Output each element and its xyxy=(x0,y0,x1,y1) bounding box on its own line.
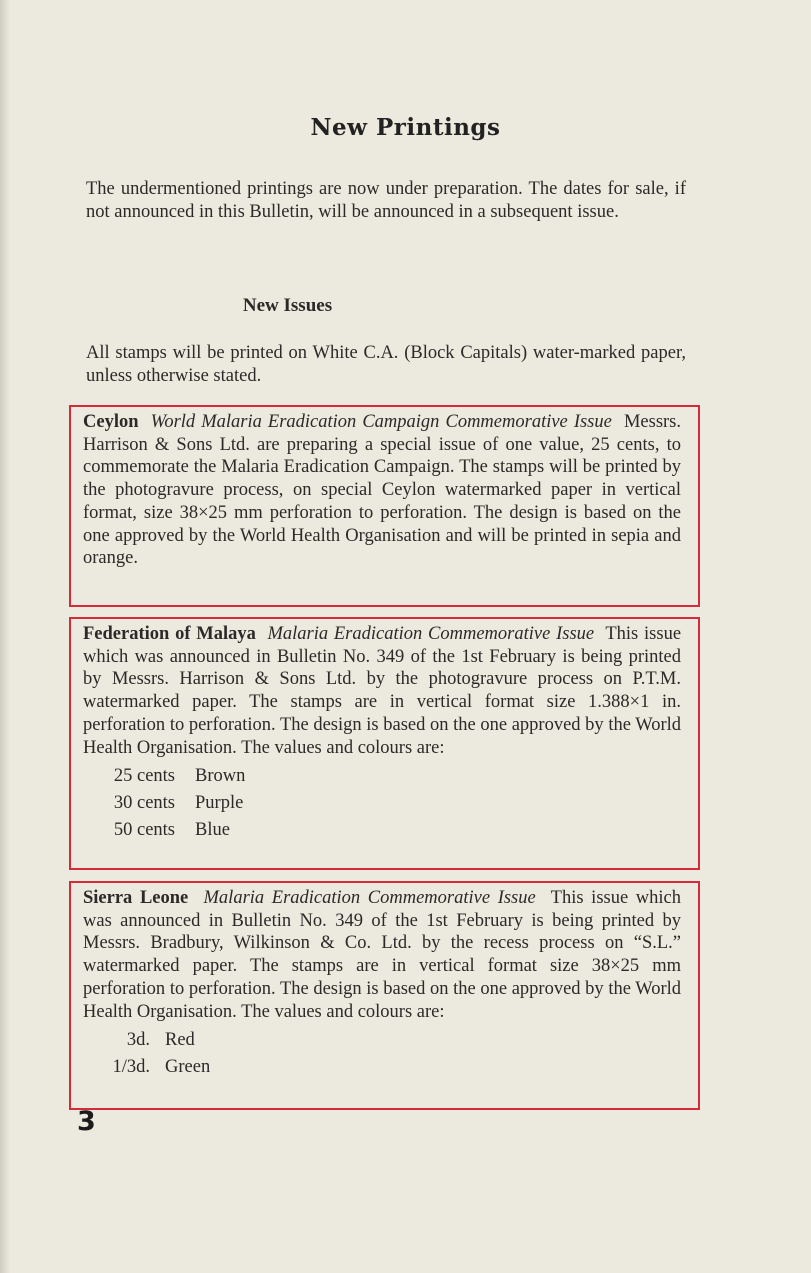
page-number: 3 xyxy=(77,1106,96,1137)
values-table xyxy=(83,1027,681,1081)
value-colour: Brown xyxy=(195,766,246,787)
entry-description: Messrs. Harrison & Sons Ltd. are preparing a special issue of one value, 25 cents, to commemorate the Malaria Eradication Campaign. The stamps will be printed by the photogravure process, on special Ceylon watermarked paper in vertical format, size 38×25 mm perforation to perforation. The design is based on the one approved by the World Health Organisation and will be printed in sepia and orange. xyxy=(83,412,681,569)
entry-text xyxy=(83,623,681,759)
value-row xyxy=(83,1027,681,1054)
entry-country: Ceylon xyxy=(83,412,139,432)
value-colour: Purple xyxy=(195,793,244,814)
intro-paragraph: The undermentioned printings are now under preparation. The dates for sale, if not announced in this Bulletin, will be announced in a subsequent issue. xyxy=(86,179,686,222)
value-denomination: 25 cents xyxy=(113,766,175,787)
entry-country: Federation of Malaya xyxy=(83,624,256,644)
entry-issue-title: Malaria Eradication Commemorative Issue xyxy=(267,624,595,644)
section-heading: New Issues xyxy=(242,295,333,316)
value-denomination: 30 cents xyxy=(113,793,175,814)
value-denomination: 3d. xyxy=(126,1030,150,1051)
entry-sierra-leone xyxy=(69,881,700,1110)
entry-description: This issue which was announced in Bulletin No. 349 of the 1st February is being printed by Messrs. Harrison & Sons Ltd. by the photogravure process on P.T.M. watermarked paper. The stamps are in vertical format size 1.388×1 in. perforation to perforation. The design is based on the one approved by the World Health Organisation. The values and colours are: xyxy=(83,624,682,758)
page-title: New Printings xyxy=(310,114,501,141)
value-row xyxy=(83,817,681,844)
value-row xyxy=(83,763,681,790)
entry-ceylon xyxy=(69,405,700,607)
value-denomination: 50 cents xyxy=(113,820,175,841)
values-table xyxy=(83,763,681,844)
entry-text xyxy=(83,887,681,1023)
value-denomination: 1/3d. xyxy=(112,1057,150,1078)
value-row xyxy=(83,790,681,817)
watermark-note: All stamps will be printed on White C.A. (Block Capitals) water-marked paper, unless otherwise stated. xyxy=(86,343,686,386)
value-colour: Red xyxy=(165,1030,195,1051)
value-colour: Green xyxy=(165,1057,211,1078)
entry-text xyxy=(83,411,681,570)
value-colour: Blue xyxy=(195,820,230,841)
entry-description: This issue which was announced in Bulletin No. 349 of the 1st February is being printed by Messrs. Bradbury, Wilkinson & Co. Ltd. by the recess process on “S.L.” watermarked paper. The stamps are in vertical format size 38×25 mm perforation to perforation. The design is based on the one approved by the World Health Organisation. The values and colours are: xyxy=(83,888,682,1022)
value-row xyxy=(83,1054,681,1081)
page-edge xyxy=(0,0,10,1273)
entry-federation-of-malaya xyxy=(69,617,700,870)
entry-issue-title: World Malaria Eradication Campaign Commemorative Issue xyxy=(150,412,612,432)
entry-issue-title: Malaria Eradication Commemorative Issue xyxy=(203,888,536,908)
entry-country: Sierra Leone xyxy=(83,888,189,908)
